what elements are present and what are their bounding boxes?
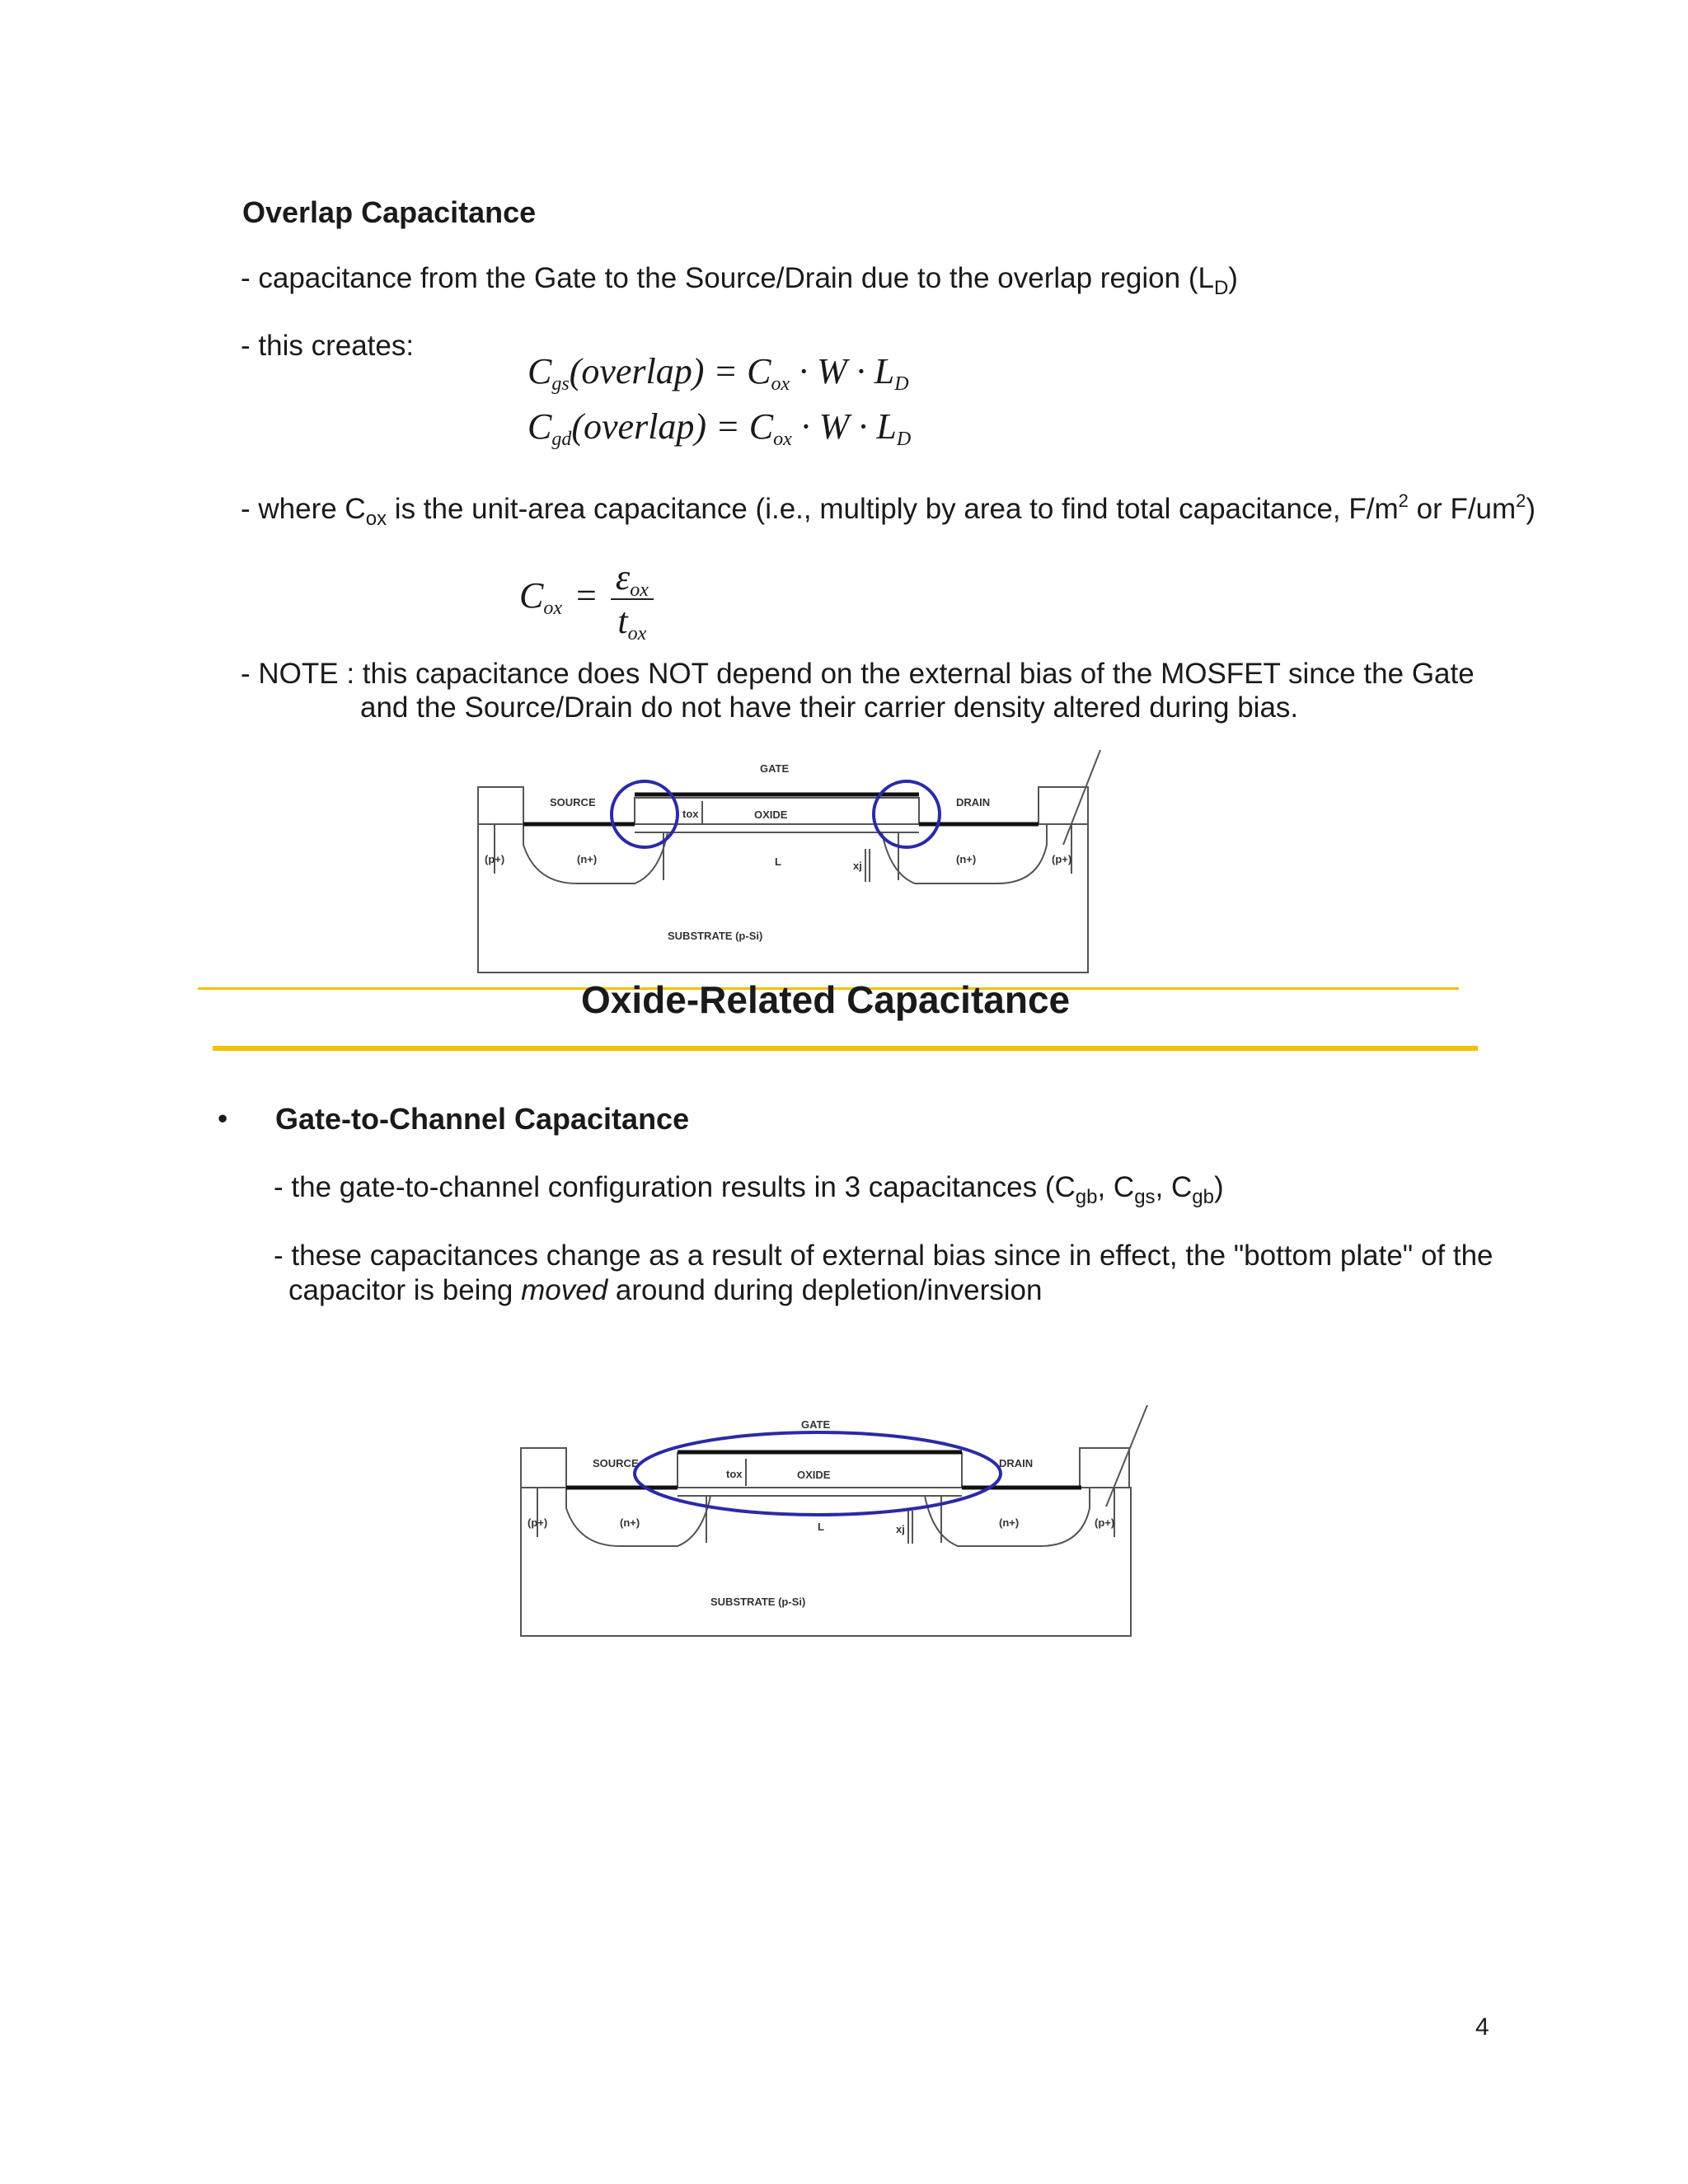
label-source: SOURCE xyxy=(550,796,596,808)
bullet: • xyxy=(218,1103,228,1135)
label-source-2: SOURCE xyxy=(593,1457,639,1469)
creates-label: - this creates: xyxy=(241,330,415,362)
overlap-circle-drain xyxy=(874,781,940,847)
label-xj: xj xyxy=(853,860,862,872)
cox-description: - where $C_{ox}$ is the unit-area capacitance (i.e., multiply by area to find total capacitance, $F/m^2$ or $F/um^2$) xyxy=(241,490,1536,530)
label-drain-2: DRAIN xyxy=(999,1457,1034,1469)
bottom-accent-rule xyxy=(213,1046,1478,1051)
label-n-plus-drain-2: (n+) xyxy=(999,1516,1020,1529)
source-contact-2 xyxy=(521,1448,566,1488)
substrate-body xyxy=(478,824,1088,972)
bias-line-2: capacitor is being moved around during depletion/inversion xyxy=(288,1274,1043,1306)
label-p-plus-left: (p+) xyxy=(485,853,505,865)
section-title: Oxide-Related Capacitance xyxy=(581,978,1071,1021)
label-drain: DRAIN xyxy=(956,796,991,808)
gate-channel-description: - the gate-to-channel configuration results in 3 capacitances ($C_{gb}$, $C_{gs}$, $C_{gb}$) xyxy=(274,1171,1224,1208)
label-n-plus-source: (n+) xyxy=(577,853,598,865)
label-tox-2: tox xyxy=(726,1468,743,1480)
overlap-description: - capacitance from the Gate to the Source/Drain due to the overlap region $(L_D)$ xyxy=(241,262,1238,299)
label-gate: GATE xyxy=(760,762,790,775)
mosfet-overlap-diagram xyxy=(470,742,1113,981)
label-xj-2: xj xyxy=(896,1523,905,1535)
note-line-2: and the Source/Drain do not have their carrier density altered during bias. xyxy=(360,691,1299,724)
drain-contact xyxy=(1039,787,1088,824)
label-substrate: SUBSTRATE (p-Si) xyxy=(668,930,763,942)
source-contact xyxy=(478,787,523,824)
equation-cgd-overlap: $C_{gd}(overlap) = C_{ox} \cdot W \cdot L_D$ xyxy=(528,406,912,450)
gate-channel-heading: Gate-to-Channel Capacitance xyxy=(275,1102,690,1136)
label-n-plus-drain: (n+) xyxy=(956,853,977,865)
label-oxide-2: OXIDE xyxy=(797,1469,831,1481)
substrate-body-2 xyxy=(521,1488,1131,1636)
equation-cgs-overlap: $C_{gs}(overlap) = C_{ox} \cdot W \cdot L_D$ xyxy=(528,351,909,395)
overlap-heading: Overlap Capacitance xyxy=(242,195,537,229)
page-number: 4 xyxy=(1475,2013,1489,2041)
label-p-plus-right: (p+) xyxy=(1052,853,1072,865)
equation-cox: $C_{ox}$ = $\frac{\varepsilon_{ox}}{t_{ox}}$ xyxy=(519,556,654,642)
label-p-plus-right-2: (p+) xyxy=(1095,1516,1115,1529)
bias-line-1: - these capacitances change as a result of external bias since in effect, the "bottom plate" of the xyxy=(274,1240,1493,1272)
label-p-plus-left-2: (p+) xyxy=(528,1516,548,1529)
note-line-1: - NOTE : this capacitance does NOT depend on the external bias of the MOSFET since the Gate xyxy=(241,658,1475,690)
label-substrate-2: SUBSTRATE (p-Si) xyxy=(710,1596,806,1608)
label-oxide: OXIDE xyxy=(754,808,788,821)
overlap-circle-source xyxy=(612,781,678,847)
label-tox: tox xyxy=(682,808,699,820)
mosfet-channel-diagram xyxy=(513,1401,1156,1640)
label-l: L xyxy=(775,855,781,868)
label-l-2: L xyxy=(818,1521,824,1533)
label-n-plus-source-2: (n+) xyxy=(620,1516,640,1529)
label-gate-2: GATE xyxy=(801,1418,831,1431)
